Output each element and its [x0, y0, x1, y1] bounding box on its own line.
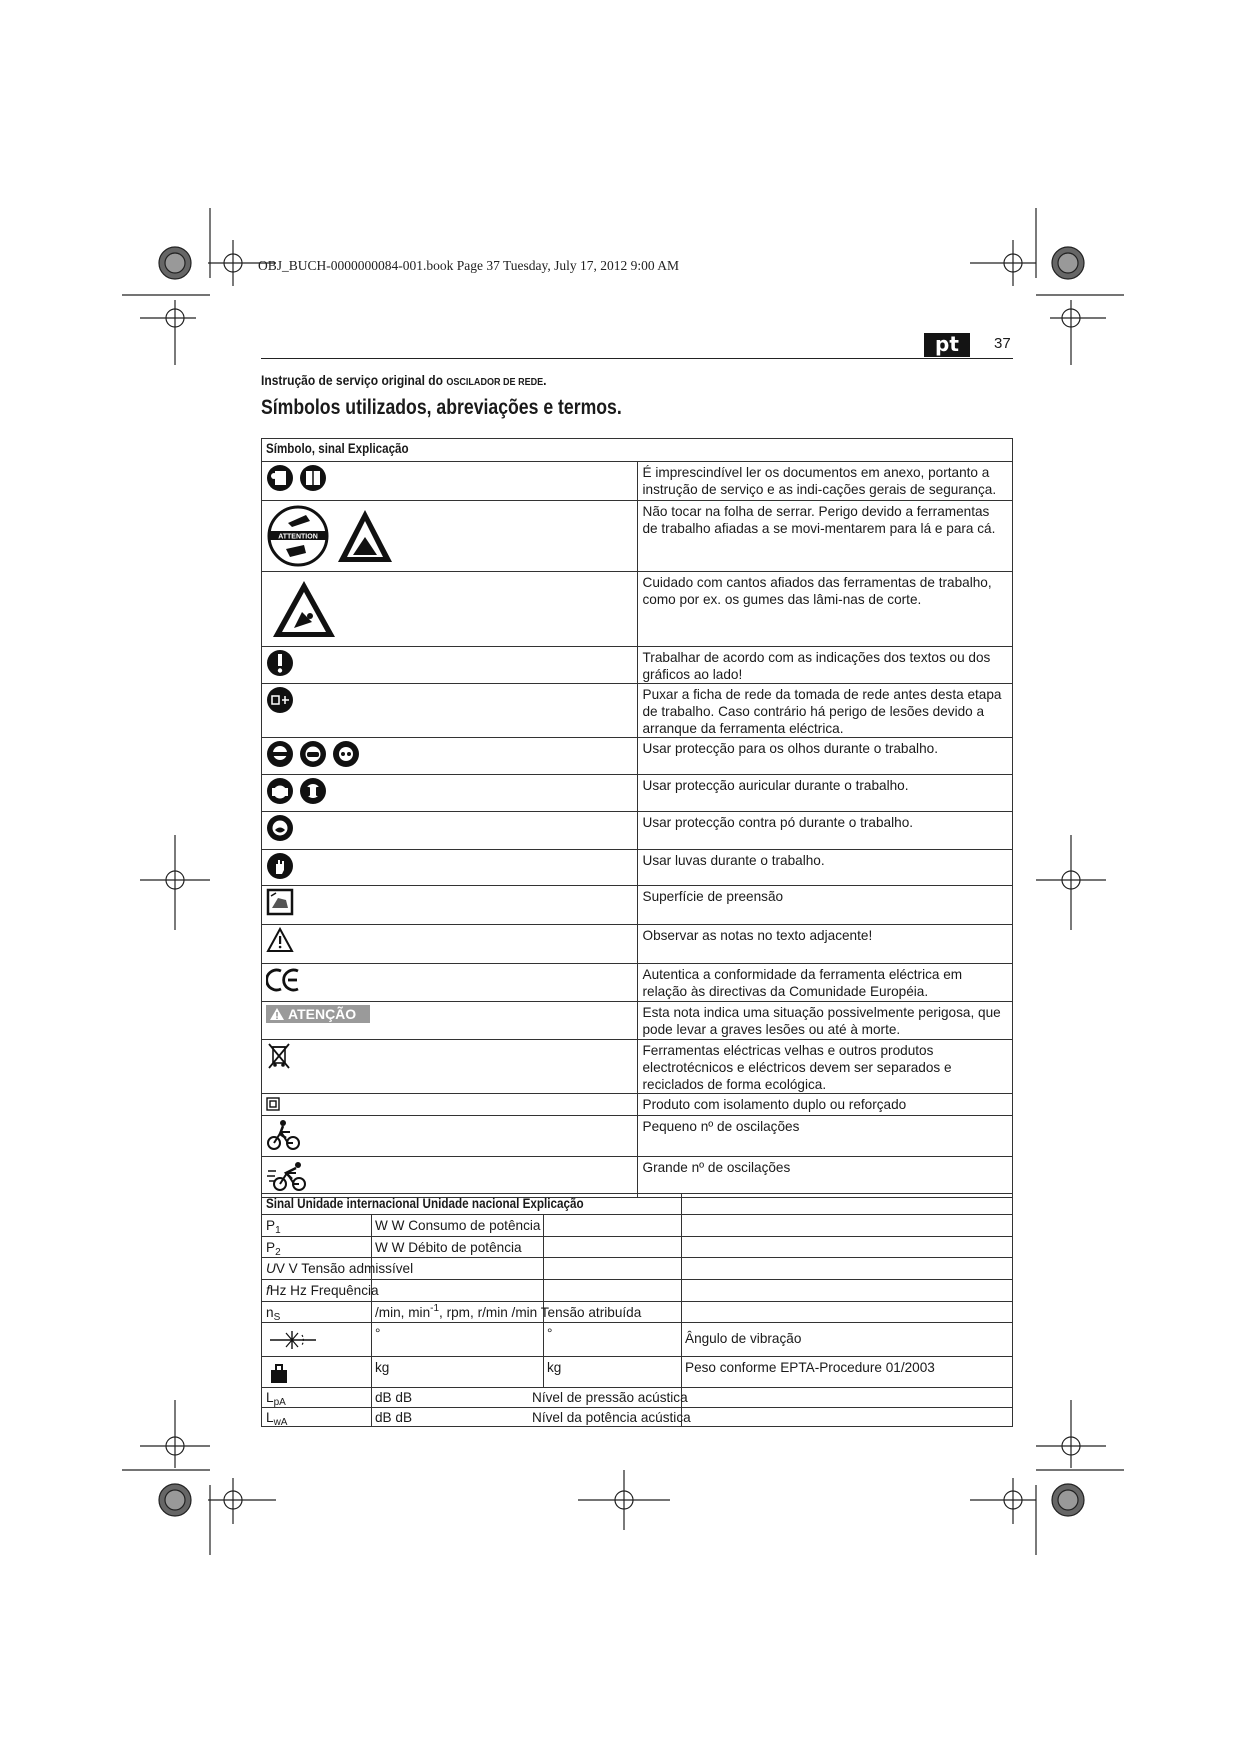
row-divider — [262, 1257, 1012, 1258]
unit-row-lpa: $L_{pA}$ — [266, 1390, 286, 1408]
symbol-explanation: Grande nº de oscilações — [637, 1157, 1013, 1198]
ce-mark-icon — [266, 966, 302, 994]
weight-icon — [270, 1364, 288, 1384]
row-divider — [262, 1407, 1012, 1408]
symbol-explanation: Autentica a conformidade da ferramenta eléctrica em relação às directivas da Comunidade Européia. — [637, 964, 1013, 1002]
safety-glasses-icon — [332, 740, 360, 768]
row-divider — [262, 1322, 1012, 1323]
units-table — [261, 1193, 1013, 1427]
table-row — [262, 1157, 1013, 1198]
vibration-angle-icon — [268, 1329, 318, 1351]
symbol-explanation: Usar protecção auricular durante o trabalho. — [637, 775, 1013, 812]
unit-row-p2: $P_2$ — [266, 1240, 281, 1258]
row-divider — [262, 1214, 1012, 1215]
unit-row-lwa-expl: Nível da potência acústica — [532, 1410, 691, 1425]
table-header: Símbolo, sinal Explicação — [266, 441, 409, 456]
blade-hazard-triangle-icon — [335, 507, 395, 565]
atencao-label — [266, 1005, 370, 1023]
warning-triangle-icon — [266, 927, 294, 953]
read-manual-icon — [266, 464, 294, 492]
symbol-explanation: Puxar a ficha de rede da tomada de rede antes desta etapa de trabalho. Caso contrário há perigo de lesões devido a arranque da ferramenta eléctrica. — [637, 684, 1013, 738]
page-title: Símbolos utilizados, abreviações e termos. — [261, 396, 622, 419]
table-header: Sinal Unidade internacional Unidade nacional Explicação — [266, 1196, 584, 1211]
table-row — [262, 925, 1013, 964]
warning-triangle-icon — [269, 1007, 285, 1021]
svg-text:ATTENTION: ATTENTION — [278, 533, 318, 541]
language-badge: pt — [924, 333, 970, 357]
table-row — [262, 1116, 1013, 1157]
unit-row-ns: $n_S$ — [266, 1305, 281, 1323]
table-row — [262, 1040, 1013, 1094]
ear-muffs-icon — [266, 777, 294, 805]
slow-cyclist-icon — [266, 1118, 302, 1152]
goggles-icon — [266, 740, 294, 768]
unit-row-f: fHz Hz Frequência — [266, 1283, 379, 1298]
table-row — [262, 1002, 1013, 1040]
gloves-icon — [266, 852, 294, 880]
symbol-explanation: Usar protecção contra pó durante o trabalho. — [637, 812, 1013, 850]
row-divider — [262, 1387, 1012, 1388]
exclamation-circle-icon — [266, 649, 294, 677]
unit-row-weight-intl: kg — [375, 1360, 390, 1375]
unit-row-p2-text: W W Débito de potência — [375, 1240, 522, 1255]
symbol-explanation: Pequeno nº de oscilações — [637, 1116, 1013, 1157]
symbol-explanation: Esta nota indica uma situação possivelmente perigosa, que pode levar a graves lesões ou até à morte. — [637, 1002, 1013, 1040]
symbol-explanation: É imprescindível ler os documentos em anexo, portanto a instrução de serviço e as indi-cações gerais de segurança. — [637, 462, 1013, 501]
symbol-explanation: Usar luvas durante o trabalho. — [637, 850, 1013, 886]
unit-row-lwa-units: dB dB — [375, 1410, 413, 1425]
unit-row-lpa-expl: Nível de pressão acústica — [532, 1390, 688, 1405]
table-row — [262, 738, 1013, 775]
atencao-text: ATENÇÃO — [288, 1006, 357, 1022]
attention-blade-icon — [266, 505, 330, 567]
page-number: 37 — [994, 335, 1011, 352]
double-insulation-icon — [266, 1097, 280, 1111]
unit-row-ns-text: /min, $\min^{-1}$, rpm, r/min /min Tensão atribuída — [375, 1303, 642, 1320]
document-subtitle: Instrução de serviço original do OSCILADOR DE REDE. — [261, 372, 547, 388]
table-header-row — [262, 439, 1013, 462]
row-divider — [262, 1301, 1012, 1302]
row-divider — [262, 1356, 1012, 1357]
table-row — [262, 886, 1013, 925]
symbol-explanation: Não tocar na folha de serrar. Perigo devido a ferramentas de trabalho afiadas a se movi-mentarem para lá e para cá. — [637, 501, 1013, 572]
table-row — [262, 812, 1013, 850]
print-info: OBJ_BUCH-0000000084-001.book Page 37 Tuesday, July 17, 2012 9:00 AM — [258, 258, 680, 273]
table-row — [262, 684, 1013, 738]
symbol-explanation: Usar protecção para os olhos durante o trabalho. — [637, 738, 1013, 775]
symbol-explanation: Observar as notas no texto adjacente! — [637, 925, 1013, 964]
row-divider — [262, 1236, 1012, 1237]
symbols-table — [261, 438, 1013, 1198]
table-row — [262, 1094, 1013, 1116]
unit-row-u: UV V Tensão admissível — [266, 1261, 414, 1276]
table-row — [262, 850, 1013, 886]
unit-row-p1-text: W W Consumo de potência — [375, 1218, 541, 1233]
table-row — [262, 647, 1013, 684]
row-divider — [262, 1279, 1012, 1280]
header-rule — [261, 358, 1013, 359]
table-row — [262, 501, 1013, 572]
symbol-explanation: Ferramentas eléctricas velhas e outros produtos electrotécnicos e eléctricos devem ser separados e reciclados de forma ecológica. — [637, 1040, 1013, 1094]
unit-row-angle-expl: Ângulo de vibração — [685, 1331, 802, 1346]
table-row — [262, 572, 1013, 647]
symbol-explanation: Produto com isolamento duplo ou reforçado — [637, 1094, 1013, 1116]
unit-row-lpa-units: dB dB — [375, 1390, 413, 1405]
unit-row-p1: $P_1$ — [266, 1218, 281, 1236]
face-shield-icon — [299, 740, 327, 768]
crossed-bin-icon — [266, 1041, 292, 1071]
ear-protection-icon — [299, 777, 327, 805]
table-row — [262, 775, 1013, 812]
unit-row-lwa: $L_{wA}$ — [266, 1410, 288, 1428]
unit-row-weight-nat: kg — [547, 1360, 562, 1375]
unit-row-angle-intl: ° — [375, 1326, 381, 1341]
sharp-edge-triangle-icon — [270, 578, 338, 640]
book-icon — [299, 464, 327, 492]
unplug-icon — [266, 686, 294, 714]
unit-row-angle-nat: ° — [547, 1326, 553, 1341]
unit-row-weight-expl: Peso conforme EPTA-Procedure 01/2003 — [685, 1360, 935, 1375]
fast-cyclist-icon — [266, 1159, 310, 1193]
table-row — [262, 462, 1013, 501]
dust-mask-icon — [266, 814, 294, 842]
symbol-explanation: Trabalhar de acordo com as indicações dos textos ou dos gráficos ao lado! — [637, 647, 1013, 684]
column-divider — [371, 1214, 372, 1427]
symbol-explanation: Cuidado com cantos afiados das ferramentas de trabalho, como por ex. os gumes das lâmi-nas de corte. — [637, 572, 1013, 647]
table-row — [262, 964, 1013, 1002]
symbol-explanation: Superfície de preensão — [637, 886, 1013, 925]
column-divider — [543, 1214, 544, 1387]
grip-surface-icon — [266, 888, 294, 916]
